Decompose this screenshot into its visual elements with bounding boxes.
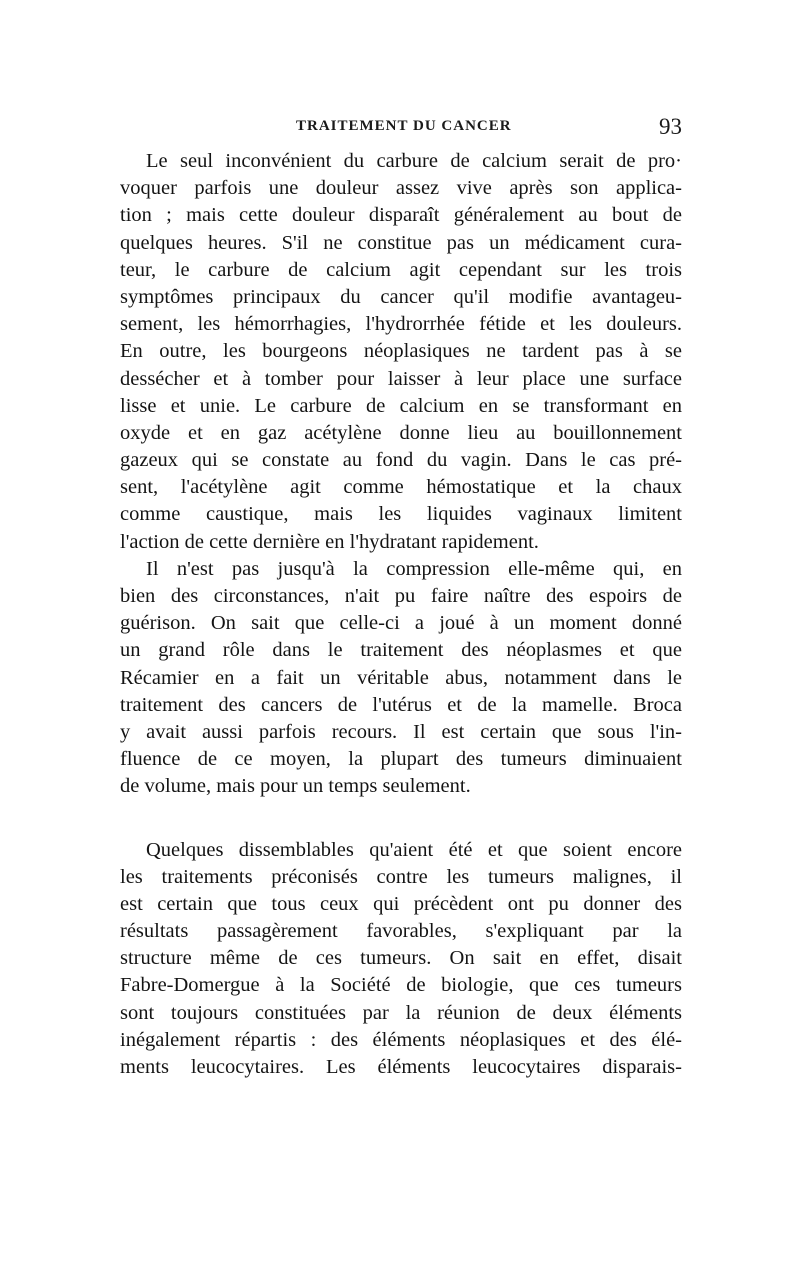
- text-line: teur, le carbure de calcium agit cependant sur les trois: [120, 258, 682, 281]
- text-line: gazeux qui se constate au fond du vagin. Dans le cas pré-: [120, 449, 682, 472]
- text-line: bien des circonstances, n'ait pu faire naître des espoirs de: [120, 585, 682, 607]
- text-line: sont toujours constituées par la réunion de deux éléments: [120, 1001, 682, 1024]
- text-line: symptômes principaux du cancer qu'il modifie avantageu-: [120, 285, 682, 308]
- body-text: [120, 148, 682, 1081]
- text-line: résultats passagèrement favorables, s'expliquant par la: [120, 920, 682, 943]
- paragraph-1: [120, 148, 682, 556]
- text-line: y avait aussi parfois recours. Il est certain que sous l'in-: [120, 720, 682, 743]
- text-line: sement, les hémorrhagies, l'hydrorrhée fétide et les douleurs.: [120, 313, 682, 336]
- text-line: Quelques dissemblables qu'aient été et que soient encore: [146, 838, 682, 861]
- text-line: Fabre-Domergue à la Société de biologie, que ces tumeurs: [120, 974, 682, 997]
- text-line: un grand rôle dans le traitement des néoplasmes et que: [120, 639, 682, 662]
- text-line: les traitements préconisés contre les tumeurs malignes, il: [120, 865, 682, 888]
- text-line: sent, l'acétylène agit comme hémostatique et la chaux: [120, 476, 682, 499]
- text-line: tion ; mais cette douleur disparaît généralement au bout de: [120, 204, 682, 227]
- text-line: guérison. On sait que celle-ci a joué à un moment donné: [120, 612, 682, 635]
- text-line: Il n'est pas jusqu'à la compression elle-même qui, en: [146, 557, 682, 580]
- text-line: comme caustique, mais les liquides vaginaux limitent: [120, 503, 682, 526]
- running-head: [120, 114, 682, 144]
- text-line: lisse et unie. Le carbure de calcium en se transformant en: [120, 394, 682, 417]
- running-title: TRAITEMENT DU CANCER: [296, 118, 512, 134]
- section-gap: [120, 801, 682, 837]
- text-line: oxyde et en gaz acétylène donne lieu au bouillonnement: [120, 421, 682, 444]
- paragraph-2: [120, 556, 682, 801]
- text-line: ments leucocytaires. Les éléments leucocytaires disparais-: [120, 1056, 682, 1078]
- text-line: structure même de ces tumeurs. On sait en effet, disait: [120, 947, 682, 970]
- text-line: inégalement répartis : des éléments néoplasiques et des élé-: [120, 1028, 682, 1051]
- text-line: fluence de ce moyen, la plupart des tumeurs diminuaient: [120, 748, 682, 771]
- text-line: l'action de cette dernière en l'hydratant rapidement.: [120, 530, 539, 553]
- text-line: Récamier en a fait un véritable abus, notamment dans le: [120, 666, 682, 689]
- text-line: quelques heures. S'il ne constitue pas un médicament cura-: [120, 231, 682, 254]
- text-line: est certain que tous ceux qui précèdent ont pu donner des: [120, 892, 682, 915]
- text-line: En outre, les bourgeons néoplasiques ne tardent pas à se: [120, 340, 682, 363]
- text-line: Le seul inconvénient du carbure de calcium serait de pro·: [146, 150, 682, 172]
- text-line: voquer parfois une douleur assez vive après son applica-: [120, 177, 682, 200]
- text-line: dessécher et à tomber pour laisser à leur place une surface: [120, 367, 682, 390]
- text-line: de volume, mais pour un temps seulement.: [120, 775, 471, 798]
- text-line: traitement des cancers de l'utérus et de la mamelle. Broca: [120, 693, 682, 716]
- paragraph-3: [120, 837, 682, 1082]
- page-number: 93: [659, 114, 682, 139]
